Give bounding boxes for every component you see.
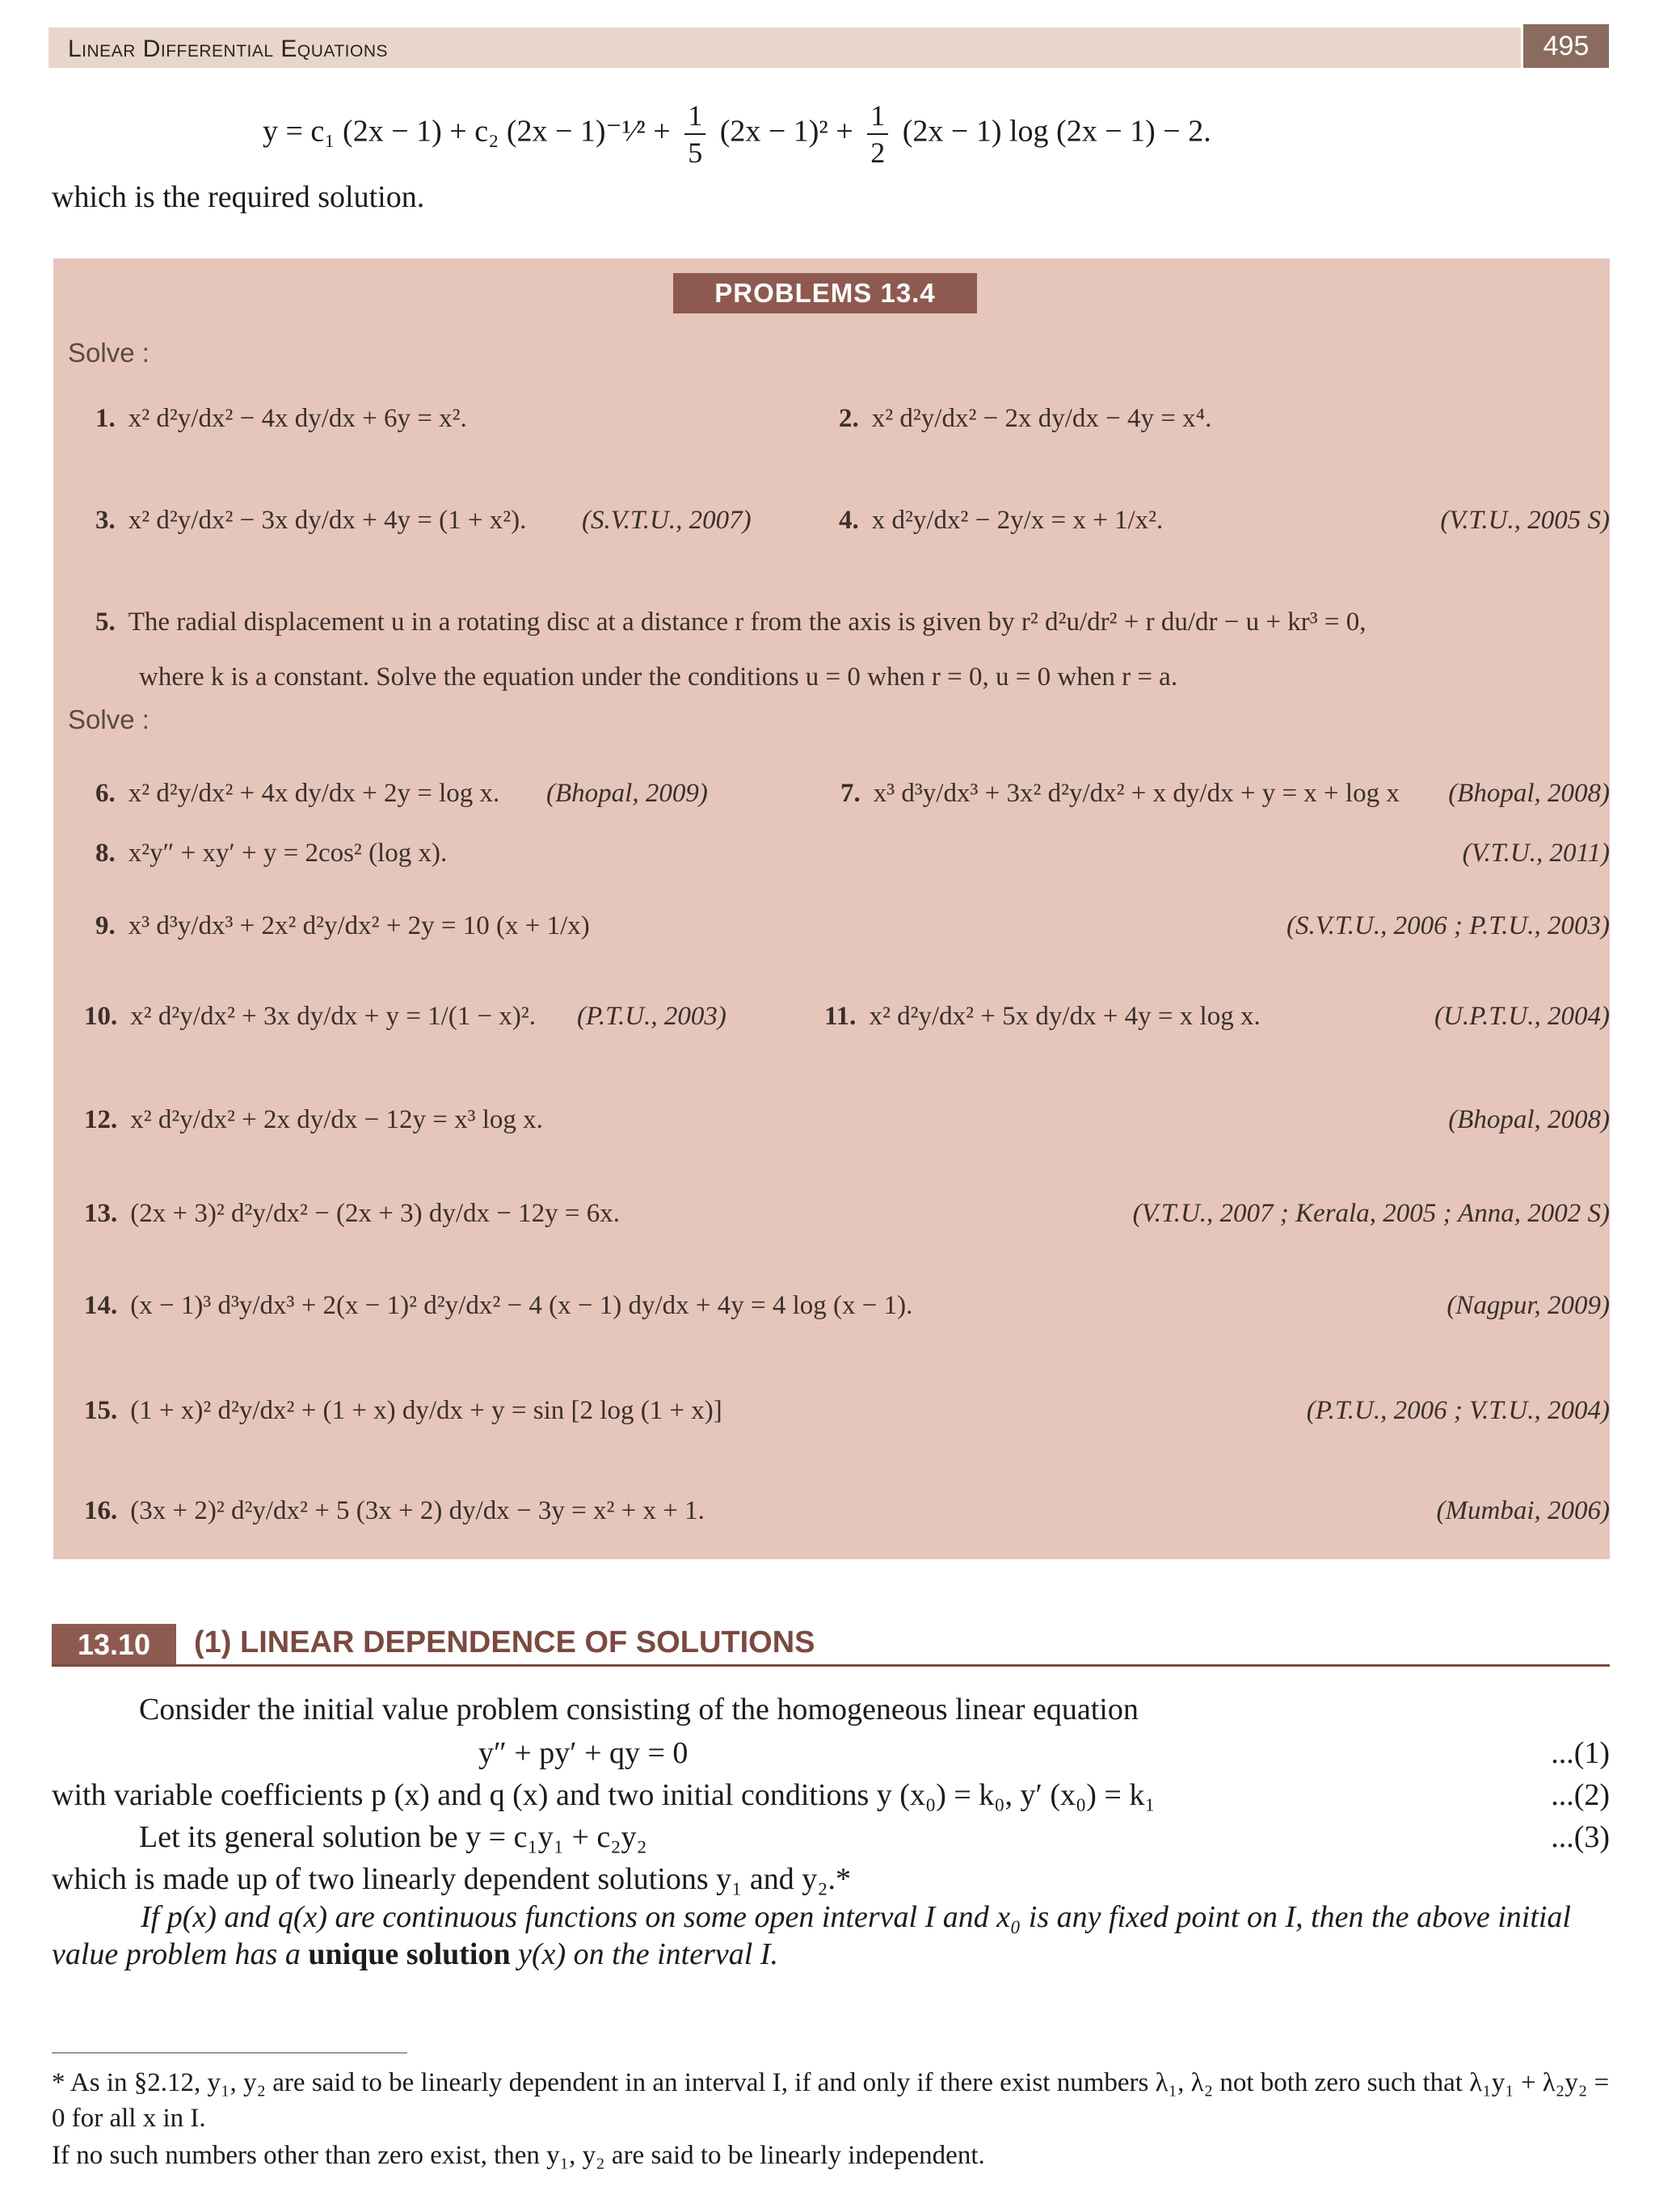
problem-citation: (Bhopal, 2009)	[546, 779, 708, 808]
problem-expression: x d²y/dx² − 2y/x = x + 1/x².	[871, 506, 1164, 535]
solution-caption: which is the required solution.	[52, 180, 425, 214]
problem-number: 5.	[95, 608, 116, 637]
problem-expression: x² d²y/dx² + 5x dy/dx + 4y = x log x.	[869, 1002, 1261, 1031]
solution-eq-mid: (2x − 1)² +	[719, 114, 853, 149]
section-title: (1) LINEAR DEPENDENCE OF SOLUTIONS	[194, 1625, 815, 1659]
problem-expression: (1 + x)² d²y/dx² + (1 + x) dy/dx + y = sin [2 log (1 + x)]	[130, 1396, 722, 1425]
problem-number: 16.	[84, 1496, 118, 1525]
problem-citation: (S.V.T.U., 2006 ; P.T.U., 2003)	[1287, 911, 1610, 940]
section-rule	[52, 1664, 1610, 1667]
problem-number: 7.	[840, 779, 861, 808]
fraction-numerator: 1	[684, 101, 705, 135]
problem-number: 9.	[95, 911, 116, 940]
problem-expression: x²y″ + xy′ + y = 2cos² (log x).	[128, 839, 448, 868]
fraction	[867, 101, 888, 167]
problem-citation: (Nagpur, 2009)	[1447, 1291, 1610, 1320]
body-paragraph: with variable coefficients p (x) and q (x) and two initial conditions y (x₀) = k₀, y′ (x₀) = k₁	[52, 1778, 1156, 1812]
problem-citation: (Mumbai, 2006)	[1436, 1496, 1610, 1525]
problem-number: 12.	[84, 1105, 118, 1134]
footnote: If no such numbers other than zero exist, then y₁, y₂ are said to be linearly independent.	[52, 2141, 985, 2170]
problem-item	[84, 1291, 912, 1321]
body-paragraph: Consider the initial value problem consisting of the homogeneous linear equation	[139, 1693, 1139, 1726]
problem-citation: (Bhopal, 2008)	[1448, 779, 1610, 808]
problem-item	[84, 1002, 536, 1032]
fraction	[684, 101, 705, 167]
problem-citation: (Bhopal, 2008)	[1448, 1105, 1610, 1134]
problem-item	[95, 404, 467, 434]
problem-expression: x² d²y/dx² + 3x dy/dx + y = 1/(1 − x)².	[130, 1002, 537, 1031]
problem-citation: (U.P.T.U., 2004)	[1434, 1002, 1610, 1031]
problem-number: 1.	[95, 404, 116, 433]
problem-citation: (S.V.T.U., 2007)	[582, 506, 752, 535]
problems-title: PROBLEMS 13.4	[673, 273, 977, 313]
problem-item	[84, 1105, 543, 1135]
problem-number: 2.	[839, 404, 859, 433]
solution-eq-left: y = c₁ (2x − 1) + c₂ (2x − 1)⁻¹⁄² +	[263, 114, 671, 149]
solution-equation	[263, 101, 1211, 167]
problem-item	[84, 1199, 620, 1229]
equation-1: y″ + py′ + qy = 0	[478, 1736, 689, 1770]
footnote: * As in §2.12, y₁, y₂ are said to be linearly dependent in an interval I, if and only if there exist numbers λ₁, λ₂ not both zero such that λ₁y₁ + λ₂y₂ = 0 for all x in I.	[52, 2068, 1610, 2133]
problem-number: 3.	[95, 506, 116, 535]
problem-item	[84, 1396, 722, 1426]
problem-expression: x² d²y/dx² + 2x dy/dx − 12y = x³ log x.	[130, 1105, 543, 1134]
problem-item	[839, 404, 1211, 434]
equation-tag: ...(3)	[1551, 1820, 1610, 1854]
problem-number: 8.	[95, 839, 116, 868]
problem-expression: (3x + 2)² d²y/dx² + 5 (3x + 2) dy/dx − 3y = x² + x + 1.	[130, 1496, 705, 1525]
problem-number: 14.	[84, 1291, 118, 1320]
equation-tag: ...(1)	[1551, 1736, 1610, 1770]
problem-number: 11.	[824, 1002, 857, 1031]
problem-number: 10.	[84, 1002, 118, 1031]
problem-item-continuation	[139, 662, 1177, 692]
problem-expression: (2x + 3)² d²y/dx² − (2x + 3) dy/dx − 12y = 6x.	[130, 1199, 621, 1228]
running-title: Linear Differential Equations	[68, 36, 389, 62]
problem-number: 15.	[84, 1396, 118, 1425]
solve-label: Solve :	[68, 704, 149, 734]
problem-citation: (P.T.U., 2006 ; V.T.U., 2004)	[1306, 1396, 1610, 1425]
problem-item	[95, 608, 1366, 637]
problem-number: 4.	[839, 506, 859, 535]
theorem-text: y(x) on the interval I.	[518, 1937, 778, 1971]
problem-citation: (P.T.U., 2003)	[577, 1002, 726, 1031]
problems-panel	[53, 259, 1610, 1559]
theorem-statement	[52, 1899, 1610, 1973]
problem-citation: (V.T.U., 2011)	[1462, 839, 1610, 868]
problem-expression: (x − 1)³ d³y/dx³ + 2(x − 1)² d²y/dx² − 4 (x − 1) dy/dx + 4y = 4 log (x − 1).	[130, 1291, 913, 1320]
equation-tag: ...(2)	[1551, 1778, 1610, 1812]
fraction-denominator: 5	[688, 137, 703, 169]
solve-label: Solve :	[68, 338, 149, 368]
body-paragraph: Let its general solution be y = c₁y₁ + c₂y₂	[139, 1820, 647, 1854]
problem-item	[840, 779, 1400, 809]
theorem-text: If p(x) and q(x) are continuous functions on some open interval I and x₀ is any fixed point on I, then the above initial value problem has a	[52, 1900, 1571, 1971]
problem-item	[95, 911, 590, 941]
problem-expression: where k is a constant. Solve the equation under the conditions u = 0 when r = 0, u = 0 when r = a.	[139, 662, 1178, 692]
problem-number: 13.	[84, 1199, 118, 1228]
problem-citation: (V.T.U., 2007 ; Kerala, 2005 ; Anna, 2002 S)	[1132, 1199, 1610, 1228]
problem-expression: x² d²y/dx² − 3x dy/dx + 4y = (1 + x²).	[128, 506, 527, 535]
problem-number: 6.	[95, 779, 116, 808]
solution-eq-right: (2x − 1) log (2x − 1) − 2.	[902, 114, 1211, 149]
fraction-denominator: 2	[870, 137, 886, 169]
problem-item	[824, 1002, 1261, 1032]
problem-expression: x² d²y/dx² + 4x dy/dx + 2y = log x.	[128, 779, 500, 808]
problem-citation: (V.T.U., 2005 S)	[1440, 506, 1610, 535]
problem-expression: x³ d³y/dx³ + 3x² d²y/dx² + x dy/dx + y = x + log x	[873, 779, 1400, 808]
problem-item	[84, 1496, 705, 1526]
page-number: 495	[1523, 24, 1609, 68]
section-number: 13.10	[52, 1624, 176, 1666]
problem-item	[95, 779, 499, 809]
fraction-numerator: 1	[867, 101, 888, 135]
body-paragraph: which is made up of two linearly dependent solutions y₁ and y₂.*	[52, 1862, 851, 1896]
theorem-emphasis: unique solution	[308, 1937, 511, 1971]
problem-expression: x² d²y/dx² − 4x dy/dx + 6y = x².	[128, 404, 467, 433]
problem-expression: x² d²y/dx² − 2x dy/dx − 4y = x⁴.	[871, 404, 1212, 433]
problem-item	[839, 506, 1163, 536]
problem-expression: The radial displacement u in a rotating disc at a distance r from the axis is given by r² d²u/dr² + r du/dr − u + kr³ = 0,	[128, 608, 1367, 637]
problem-expression: x³ d³y/dx³ + 2x² d²y/dx² + 2y = 10 (x + 1/x)	[128, 911, 590, 940]
problem-item	[95, 839, 447, 868]
footnote-rule	[52, 2052, 407, 2054]
problem-item	[95, 506, 526, 536]
